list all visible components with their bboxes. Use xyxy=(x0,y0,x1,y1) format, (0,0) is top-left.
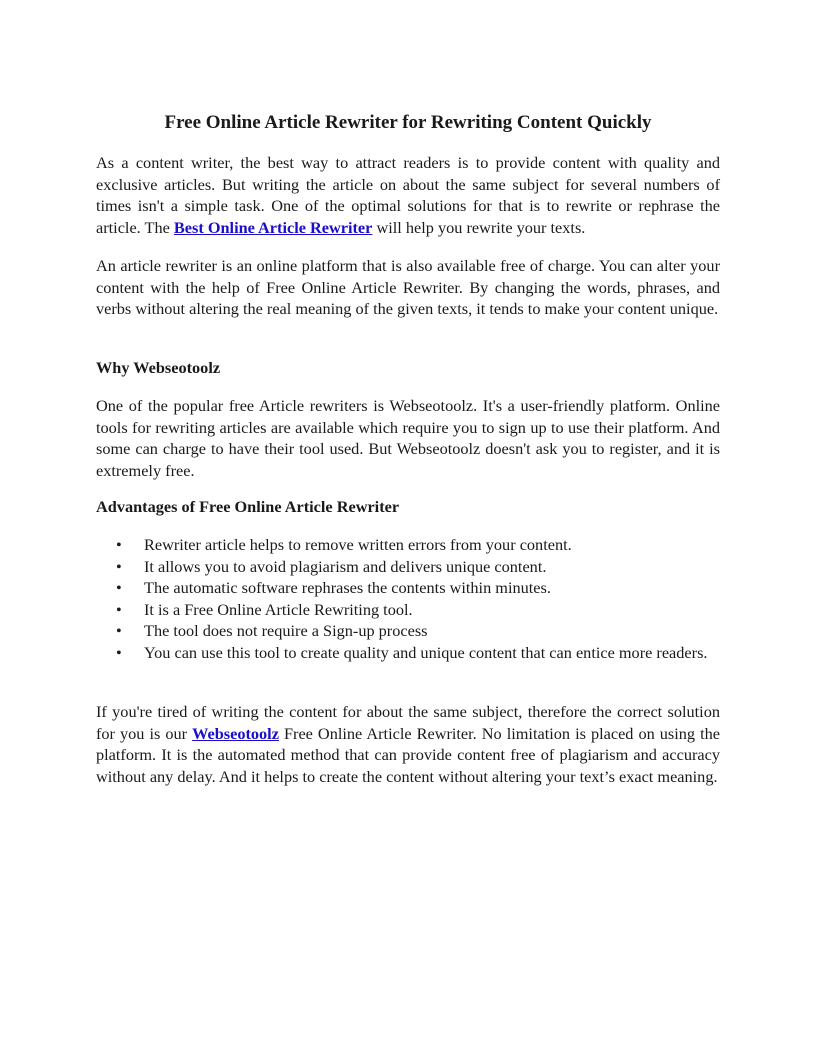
list-item: • Rewriter article helps to remove written errors from your content. xyxy=(96,534,720,556)
intro-text-end: will help you rewrite your texts. xyxy=(372,217,586,237)
intro-paragraph xyxy=(96,152,720,238)
list-item: • The tool does not require a Sign-up process xyxy=(96,620,720,642)
webseotoolz-link[interactable]: Webseotoolz xyxy=(192,723,279,743)
conclusion-paragraph xyxy=(96,701,720,787)
conclusion-text-end: Free Online Article Rewriter. No limitation is placed on using the platform. It is the automated method that can provide content free of plagiarism and accuracy without any delay. And it helps to create the content without altering your text’s exact meaning. xyxy=(96,723,720,786)
advantages-list xyxy=(96,534,720,663)
why-paragraph: One of the popular free Article rewriters is Webseotoolz. It's a user-friendly platform. Online tools for rewriting articles are available which require you to sign up to use their platform. And some can charge to have their tool used. But Webseotoolz doesn't ask you to register, and it is extremely free. xyxy=(96,396,720,480)
definition-paragraph: An article rewriter is an online platform that is also available free of charge. You can alter your content with the help of Free Online Article Rewriter. By changing the words, phrases, and verbs without altering the real meaning of the given texts, it tends to make your content unique. xyxy=(96,256,720,318)
list-item: • It allows you to avoid plagiarism and delivers unique content. xyxy=(96,556,720,578)
why-heading: Why Webseotoolz xyxy=(96,358,221,377)
list-item: • It is a Free Online Article Rewriting tool. xyxy=(96,599,720,621)
list-item: • The automatic software rephrases the contents within minutes. xyxy=(96,577,720,599)
conclusion-text: If you're tired of writing the content for about the same subject, therefore the correct solution for you is our xyxy=(96,702,720,743)
document-title: Free Online Article Rewriter for Rewriting Content Quickly xyxy=(164,112,652,133)
list-item: • You can use this tool to create quality and unique content that can entice more readers. xyxy=(96,642,720,664)
intro-text: As a content writer, the best way to attract readers is to provide content with quality and exclusive articles. But writing the article on about the same subject for several numbers of times isn't a simple task. One of the optimal solutions for that is to rewrite or rephrase the article. The xyxy=(96,153,720,237)
advantages-heading: Advantages of Free Online Article Rewriter xyxy=(96,497,400,516)
best-online-article-rewriter-link[interactable]: Best Online Article Rewriter xyxy=(173,217,373,237)
